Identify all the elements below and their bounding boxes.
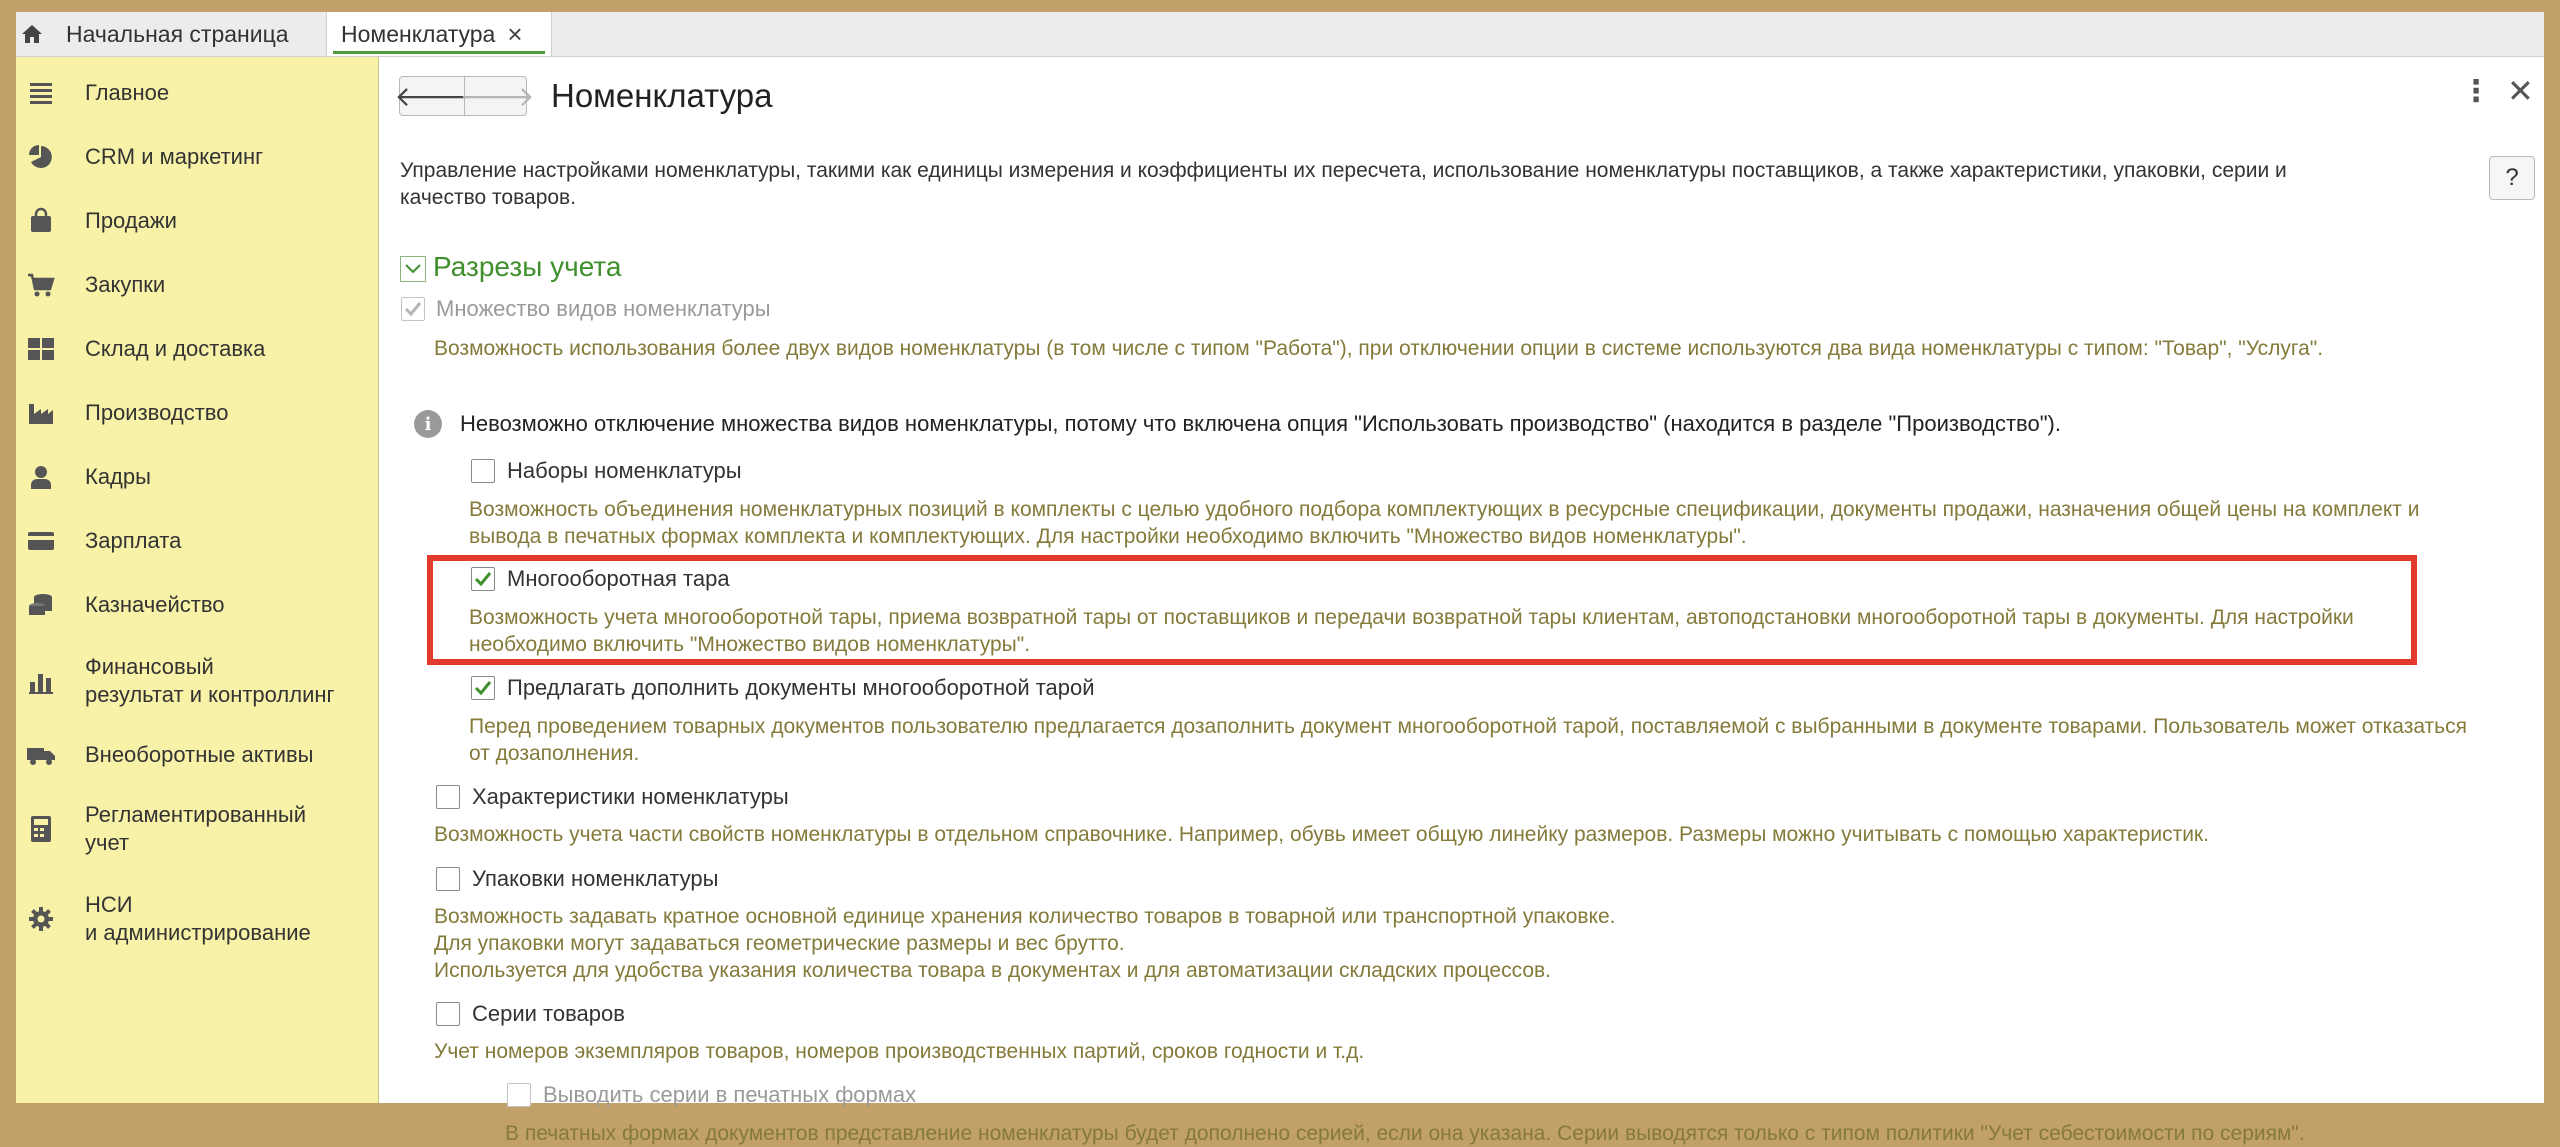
main-content: [379, 57, 2544, 1145]
packages-hint-line-3: Используется для удобства указания количества товара в документах и для автоматизации складских процессов.: [434, 959, 1552, 982]
sidebar-item-label: Кадры: [85, 464, 151, 489]
sidebar-item-label: Главное: [85, 80, 170, 105]
characteristics-hint: Возможность учета части свойств номенклатуры в отдельном справочнике. Например, обувь имеет общую линейку размеров. Размеры можно учитывать с помощью характеристик.: [434, 823, 2209, 846]
sidebar-item-treasury[interactable]: [16, 589, 378, 621]
sidebar-item-fixed-assets[interactable]: [16, 739, 378, 771]
chevron-down-icon: [404, 263, 422, 275]
form-description: Управление настройками номенклатуры, такими как единицы измерения и коэффициенты их пересчета, использование номенклатуры поставщиков, а также характеристики, упаковки, серии и качество товаров.: [400, 159, 2287, 209]
kits-hint: Возможность объединения номенклатурных позиций в комплекты с целью удобного подбора комплектующих в ресурсные спецификации, документы продажи, назначения общей цены на комплект и вывода в печатных формах комплекта и комплектующих. Для настройки необходимо включить "Множество видов номенклатуры".: [469, 498, 2420, 548]
checkmark-icon: [404, 301, 422, 317]
history-nav: [394, 76, 535, 116]
sidebar-item-production[interactable]: [16, 397, 378, 429]
returnable-packaging-hint: Возможность учета многооборотной тары, приема возвратной тары от поставщиков и передачи возвратной тары клиентам, автоподстановки многооборотной тары в документы. Для настройки необходимо включить "Множество видов номенклатуры".: [469, 606, 2354, 656]
section-collapse-toggle[interactable]: [400, 256, 426, 282]
tab-home-label: Начальная страница: [66, 20, 289, 47]
suggest-packaging-hint: Перед проведением товарных документов пользователю предлагается дозаполнить документ многооборотной тарой, поставляемой с выбранными в документе товарами. Пользователь может отказаться от дозаполнения.: [469, 715, 2467, 765]
sidebar-item-main[interactable]: [16, 77, 378, 109]
sidebar-item-purchases[interactable]: [16, 269, 378, 301]
sidebar-item-label: Внеоборотные активы: [85, 742, 314, 767]
help-button[interactable]: ?: [2489, 156, 2535, 200]
warehouse-icon: [26, 334, 56, 364]
gear-icon: [26, 904, 56, 934]
packages-hint-line-1: Возможность задавать кратное основной единице хранения количество товаров в товарной или транспортной упаковке.: [434, 905, 1616, 928]
sidebar-item-regulated[interactable]: [16, 799, 378, 859]
series-label: Серии товаров: [472, 1001, 625, 1026]
coins-icon: [26, 590, 56, 620]
print-series-checkbox[interactable]: [507, 1083, 531, 1107]
multiple-kinds-label: Множество видов номенклатуры: [436, 296, 771, 321]
info-message: Невозможно отключение множества видов номенклатуры, потому что включена опция "Использовать производство" (находится в разделе "Производство").: [460, 411, 2061, 436]
print-series-label: Выводить серии в печатных формах: [543, 1082, 917, 1107]
sidebar-item-label: Зарплата: [85, 528, 182, 553]
print-series-hint: В печатных формах документов представление номенклатуры будет дополнено серией, если она указана. Серии выводятся только с типом политики "Учет себестоимости по сериям".: [505, 1122, 2305, 1145]
menu-lines-icon: [26, 78, 56, 108]
home-icon: [20, 22, 44, 46]
sidebar: [16, 57, 379, 1103]
person-icon: [26, 462, 56, 492]
characteristics-checkbox[interactable]: [436, 785, 460, 809]
series-hint: Учет номеров экземпляров товаров, номеров производственных партий, сроков годности и т.д.: [434, 1040, 1365, 1063]
info-icon: i: [414, 410, 442, 438]
calculator-icon: [26, 814, 56, 844]
suggest-packaging-checkbox[interactable]: [471, 676, 495, 700]
back-button[interactable]: 🡐: [400, 77, 465, 115]
kits-label: Наборы номенклатуры: [507, 458, 742, 483]
wallet-card-icon: [26, 526, 56, 556]
sidebar-item-label: Склад и доставка: [85, 336, 266, 361]
highlight-box: [427, 555, 2417, 665]
factory-icon: [26, 398, 56, 428]
sidebar-item-label: Регламентированный учет: [85, 802, 306, 855]
sidebar-item-label: CRM и маркетинг: [85, 144, 264, 169]
sidebar-item-warehouse[interactable]: [16, 333, 378, 365]
bar-chart-icon: [26, 666, 56, 696]
sidebar-item-label: Казначейство: [85, 592, 225, 617]
kits-checkbox[interactable]: [471, 459, 495, 483]
sidebar-item-label: Закупки: [85, 272, 166, 297]
characteristics-label: Характеристики номенклатуры: [472, 784, 789, 809]
sidebar-item-label: Продажи: [85, 208, 177, 233]
checkmark-icon: [474, 680, 492, 696]
multiple-kinds-checkbox[interactable]: [401, 297, 425, 321]
sidebar-item-admin[interactable]: [16, 889, 378, 949]
sidebar-item-label: Производство: [85, 400, 229, 425]
close-form-icon[interactable]: ✕: [2507, 73, 2534, 109]
cart-icon: [26, 270, 56, 300]
page-title: Номенклатура: [551, 77, 773, 114]
more-actions-icon[interactable]: ⋮: [2461, 75, 2491, 108]
returnable-packaging-label: Многооборотная тара: [507, 566, 730, 591]
tab-nomenclature[interactable]: [326, 12, 552, 56]
sidebar-item-sales[interactable]: [16, 205, 378, 237]
tab-bar: [16, 12, 2544, 57]
active-tab-indicator: [333, 51, 545, 54]
section-title: Разрезы учета: [433, 251, 622, 282]
suggest-packaging-label: Предлагать дополнить документы многооборотной тарой: [507, 675, 1095, 700]
pie-chart-icon: [26, 142, 56, 172]
sidebar-item-label: Финансовый результат и контроллинг: [85, 654, 335, 707]
sidebar-item-hr[interactable]: [16, 461, 378, 493]
series-checkbox[interactable]: [436, 1002, 460, 1026]
forward-button[interactable]: 🡒: [459, 81, 535, 112]
tab-home[interactable]: [16, 12, 321, 56]
packages-hint-line-2: Для упаковки могут задаваться геометрические размеры и вес брутто.: [434, 932, 1125, 955]
sidebar-item-label: НСИ и администрирование: [85, 892, 311, 945]
truck-icon: [26, 740, 56, 770]
packages-label: Упаковки номенклатуры: [472, 866, 719, 891]
tab-nomenclature-label: Номенклатура: [341, 20, 496, 47]
sidebar-item-finance[interactable]: [16, 651, 378, 711]
shopping-bag-icon: [26, 206, 56, 236]
tab-close-icon[interactable]: ×: [507, 19, 523, 49]
packages-checkbox[interactable]: [436, 867, 460, 891]
multiple-kinds-hint: Возможность использования более двух видов номенклатуры (в том числе с типом "Работа"), при отключении опции в системе используются два вида номенклатуры с типом: "Товар", "Услуга".: [434, 337, 2324, 360]
sidebar-item-crm[interactable]: [16, 141, 378, 173]
app-window: [16, 12, 2544, 1145]
sidebar-item-salary[interactable]: [16, 525, 378, 557]
